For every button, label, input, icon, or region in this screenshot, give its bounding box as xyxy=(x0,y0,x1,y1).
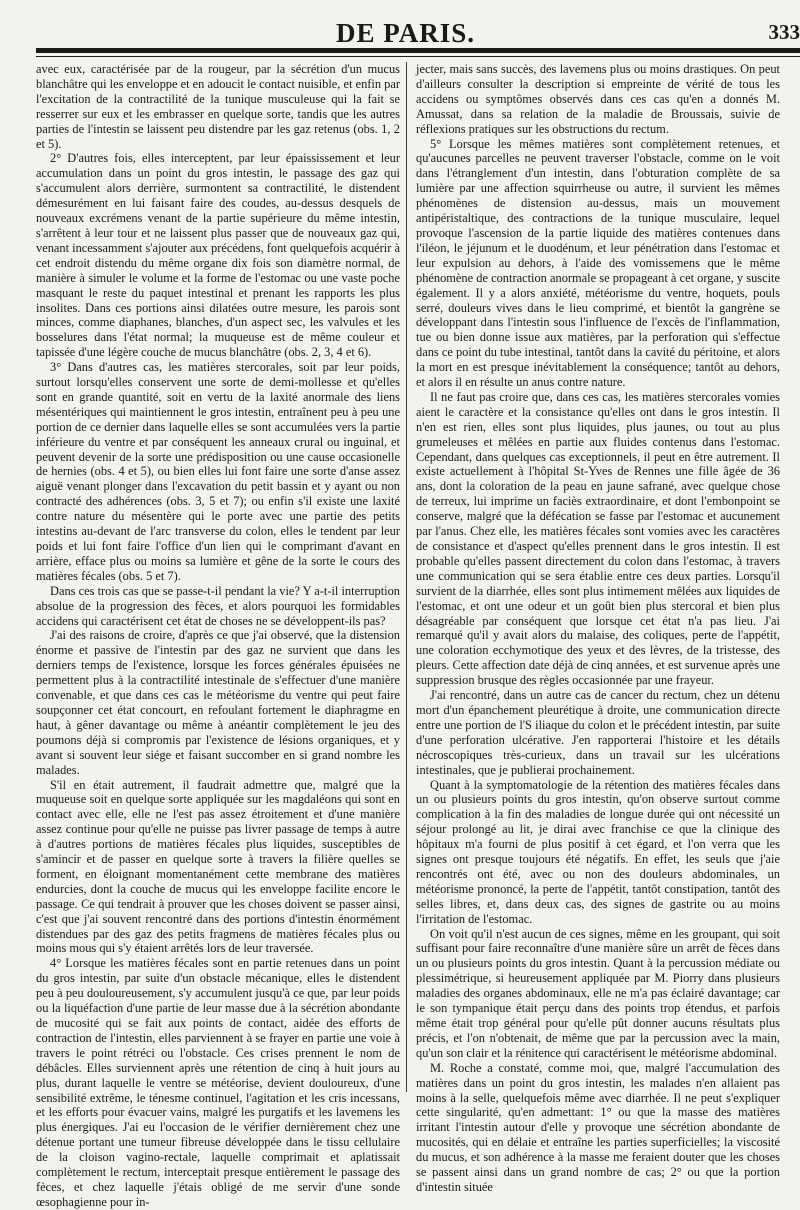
paragraph: 4° Lorsque les matières fécales sont en partie retenues dans un point du gros intestin, par suite d'un obstacle mécanique, elles le distendent peu à peu douloureusement, s'y accumulent jusqu'à ce que, par leur poids ou la liquéfaction d'une partie de leur masse due à la sécrétion abondante de mucosité qui se fait aux points de contact, aidée des efforts de contraction de l'intestin, elles parviennent à se frayer en partie une voie à travers le point rétréci ou l'obstacle. Ces crises prennent le nom de débâcles. Elles surviennent après une rétention de cinq à huit jours au plus, durant laquelle le ventre se météorise, devient douloureux, d'une sensibilité extrême, le ténesme continuel, l'agitation et les cris incessans, et les efforts pour évacuer vains, malgré les purgatifs et les lavemens les plus énergiques. J'ai eu l'occasion de le vérifier dernièrement chez une détenue portant une tumeur fibreuse développée dans le tissu cellulaire de la cloison vagino-rectale, laquelle comprimait et aplatissait complètement le rectum, interceptait presque entièrement le passage des fèces, et chez laquelle j'étais obligé de me servir d'une sonde œsophagienne pour in- xyxy=(36,956,400,1209)
newspaper-title: DE PARIS. xyxy=(336,18,475,49)
paragraph: M. Roche a constaté, comme moi, que, malgré l'accumulation des matières dans un point du gros intestin, les malades n'en allaient pas moins à la selle, quelquefois même avec diarrhée. Il ne peut s'expliquer cette singularité, qu'en admettant: 1° ou que la masse des matières irritant l'intestin autour d'elle y provoque une sécrétion abondante de mucosités, qui en délaie et entraîne les parties superficielles; la viscosité du mucus, et son adhérence à la masse me feraient douter que les choses se passent ainsi dans un grand nombre de cas; 2° ou que la portion d'intestin située xyxy=(416,1061,780,1195)
paragraph: Il ne faut pas croire que, dans ces cas, les matières stercorales vomies aient le caractère et la consistance qu'elles ont dans le gros intestin. Il n'en est rien, elles sont plus liquides, plus jaunes, ou tout au plus grumeleuses et mêlées en partie aux fluides contenus dans l'estomac. Cependant, dans quelques cas exceptionnels, il peut en être autrement. Il existe actuellement à l'hôpital St-Yves de Rennes une fille âgée de 36 ans, dont la coloration de la peau en jaune safrané, avec quelque chose de terreux, lui imprime un faciès extraordinaire, et dont l'embonpoint se conserve, malgré que la défécation se fasse par l'estomac et aucunement par l'anus. Chez elle, les matières fécales sont vomies avec les caractères de consistance et d'aspect qu'elles prennent dans le gros intestin. Il est probable qu'elles passent directement du colon dans l'estomac, à travers une communication qui se sera établie entre ces deux parties. Lorsqu'il survient de la diarrhée, elles sont plus intimement mêlées aux liquides de l'estomac, et ont une odeur et un goût bien plus stercoral et bien plus désagréable par conséquent que lorsque cet état n'a pas lieu. J'ai remarqué qu'il y avait alors du malaise, des coliques, perte de l'appétit, une coloration ecchymotique des yeux et des lèvres, de la tristesse, des pleurs. Cette affection date déjà de cinq années, et est survenue après une suppression brusque des règles occasionnée par une frayeur. xyxy=(416,390,780,688)
paragraph: 3° Dans d'autres cas, les matières stercorales, soit par leur poids, surtout lorsqu'elles conservent une sorte de demi-mollesse et qu'elles sont en grande quantité, soit en vertu de la laxité anormale des liens mésentériques qui maintiennent le gros intestin, entraînent peu à peu une portion de ce dernier dans laquelle elles se sont accumulées vers la partie inférieure du ventre et par conséquent les anneaux crural ou inguinal, et peuvent devenir de la sorte une prédisposition ou une cause occasionelle de hernies (obs. 4 et 5), ou bien elles lui font faire une sorte d'anse assez aiguë venant plonger dans l'excavation du petit bassin et y ayant ou non contracté des adhérences (obs. 3, 5 et 7); ou enfin s'il existe une laxité contre nature du mésentère qui le porte avec une partie des petits intestins au-devant de l'arc transverse du colon, elles le tendent par leur poids et lui font faire l'office d'un lien qui le comprimant d'avant en arrière, efface plus ou moins sa lumière et gêne de la sorte le cours des matières fécales (obs. 5 et 7). xyxy=(36,360,400,584)
header-rule-thin xyxy=(36,56,800,57)
paragraph: J'ai rencontré, dans un autre cas de cancer du rectum, chez un détenu mort d'un épanchement pleurétique à droite, une communication directe entre une portion de l'S iliaque du colon et le précédent intestin, par suite d'une perforation ulcérative. J'en rapporterai l'histoire et les détails nécroscopiques très-curieux, dans un travail sur les ulcérations intestinales, que je publierai prochainement. xyxy=(416,688,780,777)
left-column xyxy=(36,62,400,1092)
paragraph: 2° D'autres fois, elles interceptent, par leur épaississement et leur accumulation dans un point du gros intestin, le passage des gaz qui s'accumulent alors derrière, surmontent sa contractilité, le distendent démesurément en lui faisant faire des coudes, au-dessus desquels de nouveaux excrémens venant de la partie supérieure du même intestin, s'arrêtent à leur tour et ne laissent plus passer que de nouveaux gaz qui, venant incessamment s'ajouter aux précédens, font quelquefois acquérir à cet endroit distendu du même organe dix fois son diamètre normal, de manière à simuler le volume et la forme de l'estomac ou une vaste poche masquant le reste du paquet intestinal et prenant les rapports les plus insolites. Dans ces portions ainsi dilatées outre mesure, les parois sont minces, comme diaphanes, blanches, d'un aspect sec, les valvules et les bosselures dans l'état normal; la muqueuse est de même couleur et tapissée d'une légère couche de mucus blanchâtre (obs. 2, 3, 4 et 6). xyxy=(36,151,400,360)
paragraph: S'il en était autrement, il faudrait admettre que, malgré que la muqueuse soit en quelque sorte appliquée sur les magdaléons qui sont en contact avec elle, elle ne l'est pas assez étroitement et d'une manière assez continue pour qu'elle ne puisse pas livrer passage de temps à autre à d'autres portions de matières fécales plus liquides, susceptibles de s'amincir et de passer en quelque sorte à travers la filière quelles se forment, en éloignant momentanément cette membrane des matières endurcies, dont la couche de mucus qui les enveloppe facilite encore le passage. Ce qui tendrait à prouver que les choses doivent se passer ainsi, c'est que j'ai souvent rencontré dans des portions d'intestin énormément distendues par des gaz des petits fragmens de matières fécales plus ou moins mous qui s'y étaient arrêtés lors de leur traversée. xyxy=(36,778,400,957)
column-separator xyxy=(406,62,407,1092)
paragraph: 5° Lorsque les mêmes matières sont complètement retenues, et qu'aucunes parcelles ne peuvent traverser l'obstacle, comme on le voit dans l'étranglement d'un intestin, dans l'obturation complète de sa lumière par une affection squirrheuse ou autre, il survient les mêmes phénomènes de distension au-dessus, mais un mouvement antipéristaltique, des contractions de la tunique musculaire, lequel provoque l'ascension de la partie liquide des matières contenues dans l'iléon, le jéjunum et le duodénum, et leur pénétration dans l'estomac et leur expulsion au dehors, à l'aide des vomissemens que le même phénomène de contraction anormale se propageant à cet organe, y suscite également. Il y a alors anxiété, météorisme du ventre, hoquets, pouls serré, douleurs vives dans le lieu comprimé, et bientôt la gangrène se développant dans l'intestin sous l'influence de l'excès de l'inflammation, tue ou bien donne issue aux matières, par la perforation qui s'effectue dans ce point du tube intestinal, tantôt dans la cavité du péritoine, et alors la mort en est presque inévitablement la conséquence; tantôt au dehors, et alors il en résulte un anus contre nature. xyxy=(416,137,780,390)
paragraph: Quant à la symptomatologie de la rétention des matières fécales dans un ou plusieurs points du gros intestin, qu'on observe surtout comme complication à la fin des maladies de longue durée qui ont nécessité un séjour prolongé au lit, je dirai avec franchise ce que la clinique des hôpitaux m'a fourni de plus positif à cet égard, et l'on verra que les signes ont presque toujours été négatifs. En effet, les seuls que j'aie rencontrés ont été, avec ou non des douleurs abdominales, un météorisme prononcé, la perte de l'appétit, tantôt constipation, tantôt des selles libres, et, dans deux cas, des signes de gastrite ou au moins l'irritation de l'estomac. xyxy=(416,778,780,927)
paragraph: avec eux, caractérisée par de la rougeur, par la sécrétion d'un mucus blanchâtre qui les enveloppe et en adoucit le contact nuisible, et enfin par l'excitation de la contractilité de la tunique musculeuse qui la fait se resserrer sur eux et les embrasser en quelque sorte, tandis que les autres parties de l'intestin se laissent peu distendre par les gaz retenus (obs. 1, 2 et 5). xyxy=(36,62,400,151)
paragraph: jecter, mais sans succès, des lavemens plus ou moins drastiques. On peut d'ailleurs consulter la description si empreinte de vérité de tous les accidens ou symptômes observés dans ces cas qu'en a donnés M. Amussat, dans sa relation de la maladie de Broussais, suivie de réflexions pratiques sur les obstructions du rectum. xyxy=(416,62,780,137)
paragraph: J'ai des raisons de croire, d'après ce que j'ai observé, que la distension énorme et passive de l'intestin par des gaz ne survient que dans les derniers temps de l'existence, lorsque les forces générales épuisées ne permettent plus à la contractilité intestinale de s'effectuer d'une manière convenable, et que dans ces cas le météorisme du ventre qui peut faire soupçonner cet état concourt, en refoulant fortement le diaphragme en haut, à gêner davantage ou même à anéantir complètement le jeu des poumons déjà si compromis par l'existence de lésions organiques, et y avant si souvent leur siége et faisant succomber en si grand nombre les malades. xyxy=(36,628,400,777)
right-column xyxy=(416,62,780,1092)
paragraph: On voit qu'il n'est aucun de ces signes, même en les groupant, qui soit suffisant pour faire reconnaître d'une manière sûre un arrêt de fèces dans un ou plusieurs points du gros intestin. Quant à la percussion médiate ou plessimétrique, si heureusement appliquée par M. Piorry dans plusieurs maladies des organes abdominaux, elle ne m'a pas éclairé davantage; car le son tympanique était perçu dans des points trop étendus, et parfois même était trop général pour qu'elle pût donner aucuns résultats plus précis, et l'on n'obtenait, de même que par la percussion avec la main, qu'un son clair et la rénitence qui caractérisent le météorisme abdominal. xyxy=(416,927,780,1061)
header-rule-thick xyxy=(36,48,800,53)
page-number: 333 xyxy=(769,20,800,45)
paragraph: Dans ces trois cas que se passe-t-il pendant la vie? Y a-t-il interruption absolue de la progression des fèces, et alors pourquoi les formidables accidens qui caractérisent cet état de choses ne se développent-ils pas? xyxy=(36,584,400,629)
